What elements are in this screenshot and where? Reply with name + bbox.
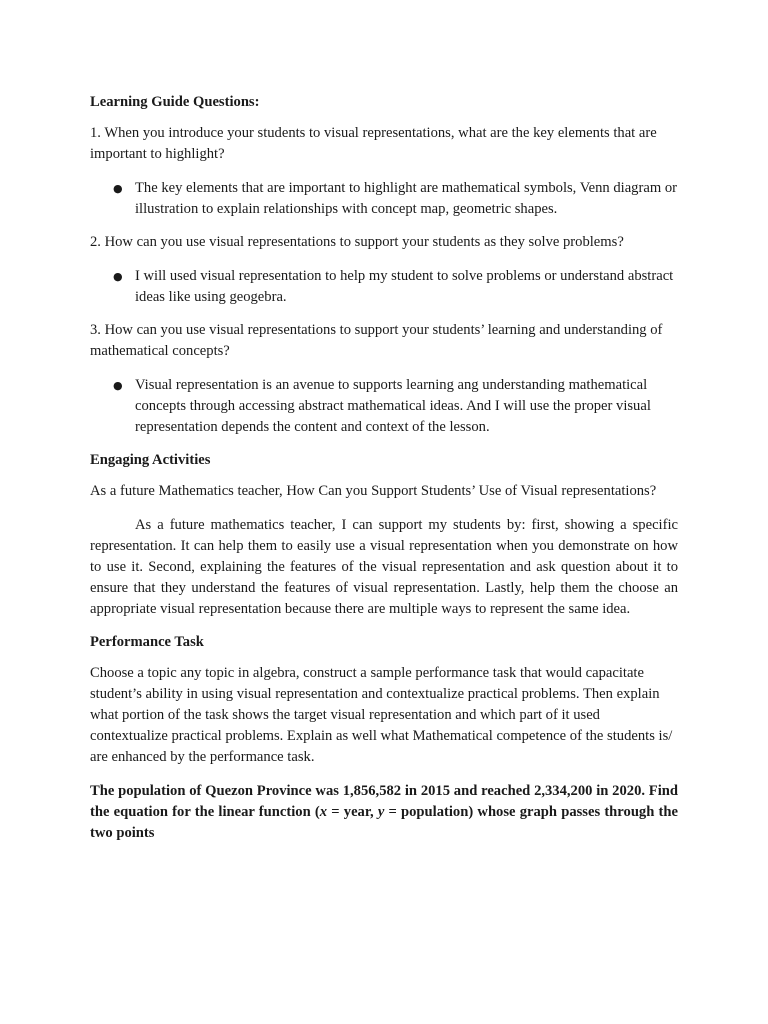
engaging-answer: As a future mathematics teacher, I can support my students by: first, showing a specific representation. It can help them to easily use a visual representation when you demonstrate on how to use it. Second, explaining the features of the visual representation and ask question about it to ensure that they understand the features of visual representation. Lastly, help them the choose an appropriate visual representation because there are multiple ways to represent the same idea. bbox=[90, 517, 678, 617]
performance-instructions: Choose a topic any topic in algebra, construct a sample performance task that would capacitate student’s ability in using visual representation and contextualize practical problems. Then explain what portion of the task shows the target visual representation and which part of it used contextualize practical problems. Explain as well what Mathematical competence of the students is/ are enhanced by the performance task. bbox=[90, 665, 673, 765]
answer-text-1: The key elements that are important to highlight are mathematical symbols, Venn diagram or illustration to explain relationships with concept map, geometric shapes. bbox=[135, 180, 677, 217]
engaging-activities-heading: Engaging Activities bbox=[90, 452, 211, 468]
answer-item-3 bbox=[90, 375, 678, 438]
problem-text-3: = population) whose graph passes through the two points bbox=[90, 804, 678, 841]
question-2: 2. How can you use visual representations to support your students as they solve problems? bbox=[90, 234, 624, 250]
problem-text-1: The population of Quezon Province was 1,856,582 in 2015 and reached 2,334,200 in 2020. Find the equation for the linear function ( bbox=[90, 783, 678, 820]
answer-text-2: I will used visual representation to help my student to solve problems or understand abstract ideas like using geogebra. bbox=[135, 268, 674, 305]
question-3: 3. How can you use visual representations to support your students’ learning and understanding of mathematical concepts? bbox=[90, 322, 663, 359]
answer-list-3 bbox=[90, 375, 678, 438]
population-problem bbox=[90, 781, 678, 844]
answer-item-2 bbox=[90, 266, 678, 308]
variable-y: y bbox=[377, 804, 385, 820]
bullet-icon: ● bbox=[113, 379, 123, 392]
problem-text-2: = year, bbox=[327, 804, 378, 820]
engaging-prompt: As a future Mathematics teacher, How Can you Support Students’ Use of Visual representations? bbox=[90, 483, 657, 499]
performance-task-heading: Performance Task bbox=[90, 634, 204, 650]
bullet-icon: ● bbox=[113, 270, 123, 283]
answer-item-1 bbox=[90, 178, 678, 220]
bullet-icon: ● bbox=[113, 182, 123, 195]
answer-list-1 bbox=[90, 178, 678, 220]
learning-guide-heading: Learning Guide Questions: bbox=[90, 94, 260, 110]
answer-text-3: Visual representation is an avenue to supports learning ang understanding mathematical concepts through accessing abstract mathematical ideas. And I will use the proper visual representation depends the content and context of the lesson. bbox=[135, 377, 651, 435]
answer-list-2 bbox=[90, 266, 678, 308]
variable-x: x bbox=[319, 804, 328, 820]
question-1: 1. When you introduce your students to visual representations, what are the key elements that are important to highlight? bbox=[90, 125, 657, 162]
document-page bbox=[90, 92, 678, 844]
